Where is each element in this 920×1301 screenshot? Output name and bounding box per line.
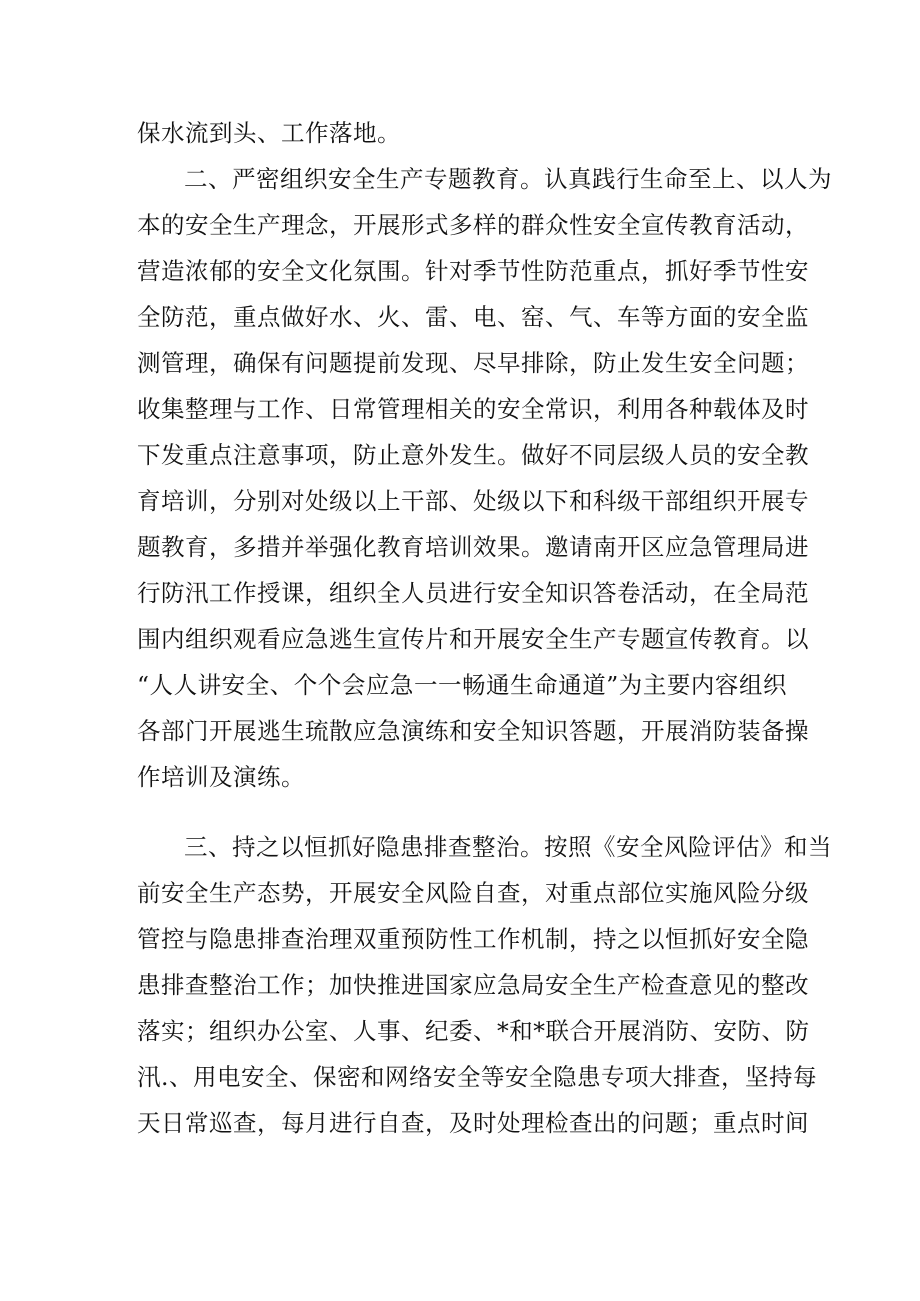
text-line: 前安全生产态势，开展安全风险自查，对重点部位实施风险分级 [137,879,809,907]
text-line: 题教育，多措并举强化教育培训效果。邀请南开区应急管理局进 [137,533,809,561]
paragraph-hazard-inspection [137,824,832,1146]
text-line: 天日常巡查，每月进行自查，及时处理检查出的问题；重点时间 [137,1109,809,1137]
text-line: 下发重点注意事项，防止意外发生。做好不同层级人员的安全教 [137,441,809,469]
text-line: 各部门开展逃生琉散应急演练和安全知识答题，开展消防装备操 [137,717,809,745]
text-line: 二、严密组织安全生产专题教育。认真践行生命至上、以人为 [184,165,832,193]
paragraph-continuation [137,110,787,156]
text-line: 作培训及演练。 [137,763,305,791]
text-line: 行防汛工作授课，组织全人员进行安全知识答卷活动，在全局范 [137,579,809,607]
text-line: 患排查整治工作；加快推进国家应急局安全生产检查意见的整改 [137,971,809,999]
text-line: 管控与隐患排查治理双重预防性工作机制，持之以恒抓好安全隐 [137,925,809,953]
text-line: 围内组织观看应急逃生宣传片和开展安全生产专题宣传教育。以 [137,625,809,653]
document-body [137,110,832,1146]
text-line: 落实；组织办公室、人事、纪委、*和*联合开展消防、安防、防 [137,1017,810,1045]
text-line: 测管理，确保有问题提前发现、尽早排除，防止发生安全问题； [137,349,809,377]
text-line: 育培训，分别对处级以上干部、处级以下和科级干部组织开展专 [137,487,809,515]
text-line: 全防范，重点做好水、火、雷、电、窑、气、车等方面的安全监 [137,303,809,331]
text-line: 本的安全生产理念，开展形式多样的群众性安全宣传教育活动， [137,211,809,239]
text-line: 三、持之以恒抓好隐患排查整治。按照《安全风险评估》和当 [184,833,832,861]
text-line: 保水流到头、工作落地。 [137,119,401,147]
text-line: “人人讲安全、个个会应急一一畅通生命通道”为主要内容组织 [137,671,787,699]
paragraph-safety-education [137,156,832,800]
text-line: 营造浓郁的安全文化氛围。针对季节性防范重点，抓好季节性安 [137,257,809,285]
text-line: 收集整理与工作、日常管理相关的安全常识，利用各种载体及时 [137,395,809,423]
paragraph-spacer [137,800,787,824]
text-line: 汛.、用电安全、保密和网络安全等安全隐患专项大排查，坚持每 [137,1063,817,1091]
